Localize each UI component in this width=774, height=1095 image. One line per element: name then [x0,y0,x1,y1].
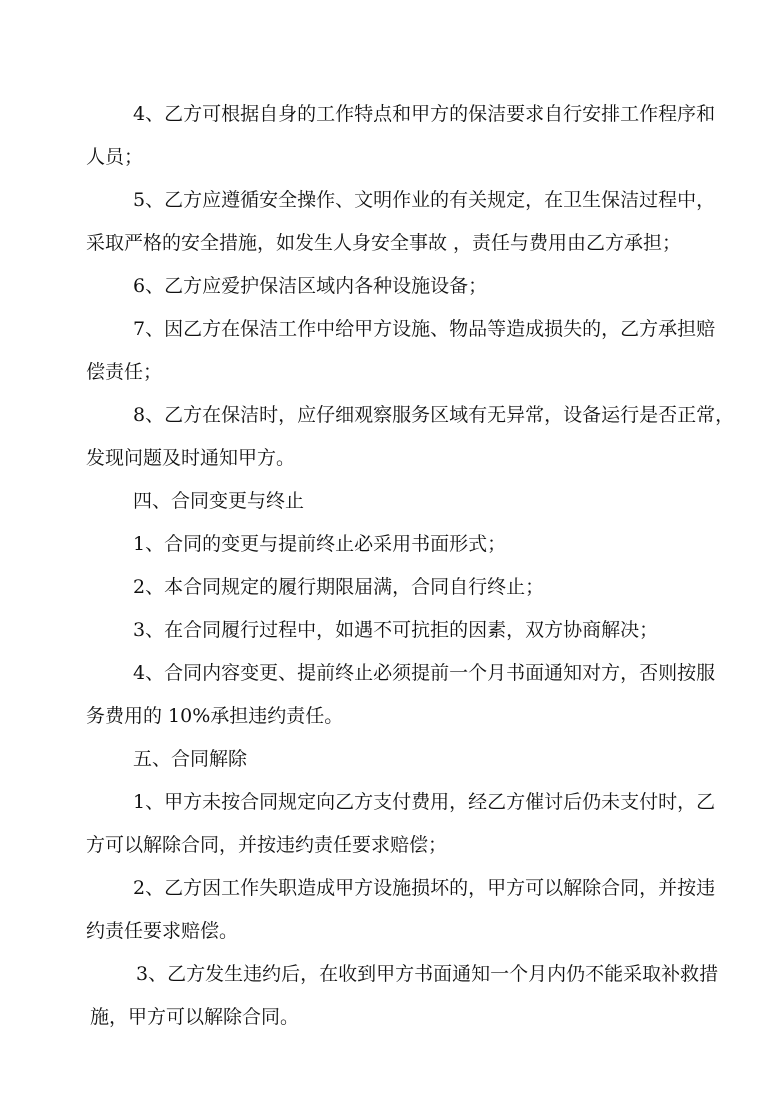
section-five-item-3-line-1: 3、乙方发生违约后，在收到甲方书面通知一个月内仍不能采取补救措 [136,963,719,985]
clause-7-line-1: 7、因乙方在保洁工作中给甲方设施、物品等造成损失的，乙方承担赔 [133,318,716,340]
clause-6-line-1: 6、乙方应爱护保洁区域内各种设施设备； [133,275,488,297]
clause-8-line-1: 8、乙方在保洁时，应仔细观察服务区域有无异常，设备运行是否正常， [133,404,735,426]
section-five-item-3-line-2: 施，甲方可以解除合同。 [90,1006,300,1028]
section-four-item-4-line-2: 务费用的 10%承担违约责任。 [86,705,344,727]
clause-4-line-1: 4、乙方可根据自身的工作特点和甲方的保洁要求自行安排工作程序和 [133,103,716,125]
clause-4-line-2: 人员； [86,146,144,168]
section-five-heading: 五、合同解除 [133,748,248,770]
clause-5-line-2: 采取严格的安全措施，如发生人身安全事故 ，责任与费用由乙方承担； [86,232,682,254]
clause-8-line-2: 发现问题及时通知甲方。 [86,447,296,469]
clause-7-line-2: 偿责任； [86,361,163,383]
section-four-heading: 四、合同变更与终止 [133,490,305,512]
section-four-item-4-line-1: 4、合同内容变更、提前终止必须提前一个月书面通知对方，否则按服 [133,662,716,684]
section-five-item-1-line-1: 1、甲方未按合同规定向乙方支付费用，经乙方催讨后仍未支付时，乙 [133,791,716,813]
section-five-item-2-line-2: 约责任要求赔偿。 [86,920,239,942]
clause-5-line-1: 5、乙方应遵循安全操作、文明作业的有关规定，在卫生保洁过程中， [133,189,716,211]
section-four-item-2: 2、本合同规定的履行期限届满，合同自行终止； [133,576,545,598]
section-five-item-1-line-2: 方可以解除合同，并按违约责任要求赔偿； [86,834,448,856]
section-four-item-3: 3、在合同履行过程中，如遇不可抗拒的因素，双方协商解决； [133,619,659,641]
section-five-item-2-line-1: 2、乙方因工作失职造成甲方设施损坏的，甲方可以解除合同，并按违 [133,877,716,899]
section-four-item-1: 1、合同的变更与提前终止必采用书面形式； [133,533,507,555]
